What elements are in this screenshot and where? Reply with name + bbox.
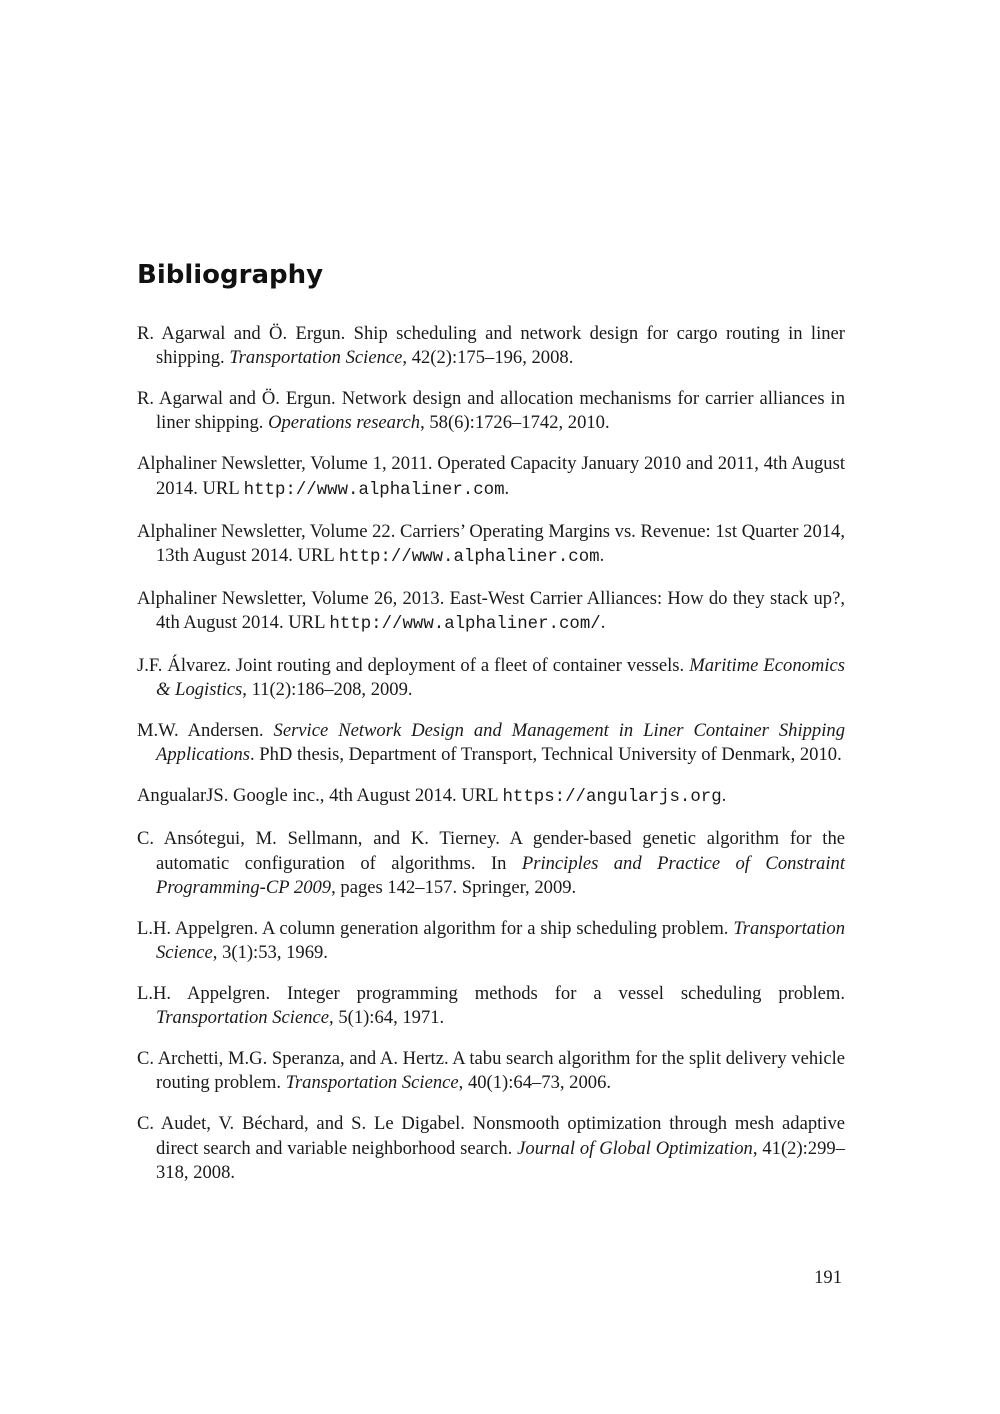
bib-venue: Maritime Economics & Logistics — [156, 654, 845, 701]
bib-authors: C. Audet, V. Béchard, and S. Le Digabel. — [137, 1113, 465, 1135]
bib-venue: Transportation Science — [285, 1072, 459, 1094]
bib-entry — [137, 1047, 845, 1096]
bib-venue: Transportation Science — [156, 1007, 330, 1029]
bib-entry — [137, 387, 845, 436]
bib-text: Alphaliner Newsletter, Volume 26, 2013. East-West Carrier Alliances: How do they stack up?, 4th August 2014. URL — [137, 587, 845, 634]
bib-authors: C. Archetti, M.G. Speranza, and A. Hertz. — [137, 1048, 449, 1070]
bib-authors: C. Ansótegui, M. Sellmann, and K. Tierney. — [137, 828, 500, 850]
bib-end: . — [504, 477, 510, 499]
bib-details: , 42(2):175–196, 2008. — [402, 347, 574, 369]
bib-entry — [137, 587, 845, 638]
bib-details: , 40(1):64–73, 2006. — [458, 1072, 612, 1094]
bib-authors: L.H. Appelgren. — [137, 982, 271, 1004]
bib-details: , 3(1):53, 1969. — [212, 941, 328, 963]
bib-details: , 11(2):186–208, 2009. — [242, 679, 413, 701]
bib-entry — [137, 322, 845, 371]
bib-authors: R. Agarwal and Ö. Ergun. — [137, 323, 346, 344]
bib-entry — [137, 719, 845, 768]
bib-title: Nonsmooth optimization through mesh adaptive direct search and variable neighborhood search. — [156, 1113, 846, 1159]
bib-details: , 5(1):64, 1971. — [329, 1007, 445, 1029]
bib-entry — [137, 827, 845, 900]
bib-text: Alphaliner Newsletter, Volume 1, 2011. Operated Capacity January 2010 and 2011, 4th August 2014. URL — [137, 453, 845, 499]
bib-venue: Transportation Science — [229, 347, 403, 369]
bib-venue: Journal of Global Optimization — [517, 1137, 753, 1159]
bib-title: A column generation algorithm for a ship scheduling problem. — [258, 917, 734, 939]
bib-entry — [137, 917, 845, 966]
bib-entry — [137, 452, 845, 503]
bib-details: . PhD thesis, Department of Transport, Technical University of Denmark, 2010. — [250, 744, 842, 766]
bib-text: Alphaliner Newsletter, Volume 22. Carriers’ Operating Margins vs. Revenue: 1st Quarter 2014, 13th August 2014. URL — [137, 520, 845, 566]
bib-title: Integer programming methods for a vessel scheduling problem. — [270, 982, 845, 1004]
bib-details: , 58(6):1726–1742, 2010. — [420, 412, 610, 434]
bib-venue: Transportation Science — [156, 917, 845, 963]
bib-title: Joint routing and deployment of a fleet of container vessels. — [230, 654, 690, 676]
bib-entry — [137, 654, 845, 703]
bib-url-link[interactable]: http://www.alphaliner.com/ — [329, 615, 601, 635]
bib-end: . — [721, 785, 727, 807]
bib-url-link[interactable]: https://angularjs.org — [502, 788, 722, 808]
bib-venue: Principles and Practice of Constraint Programming-CP 2009 — [156, 852, 845, 898]
bib-authors: R. Agarwal and Ö. Ergun. — [137, 388, 336, 410]
bib-text: AngualarJS. Google inc., 4th August 2014. URL — [137, 785, 503, 807]
page-number: 191 — [814, 1267, 842, 1288]
bib-authors: J.F. Álvarez. — [137, 654, 231, 676]
bib-authors: L.H. Appelgren. — [137, 917, 259, 939]
page-title: Bibliography — [137, 260, 324, 290]
bib-entry — [137, 784, 845, 810]
bib-title: Network design and allocation mechanisms for carrier alliances in liner shipping. — [156, 388, 846, 434]
bib-title: Ship scheduling and network design for cargo routing in liner shipping. — [156, 323, 845, 369]
bib-venue: Service Network Design and Management in Liner Container Shipping Applications — [156, 720, 845, 766]
bib-title: A gender-based genetic algorithm for the automatic configuration of algorithms. In — [156, 828, 845, 874]
bib-entry — [137, 982, 845, 1031]
bib-entry — [137, 1112, 845, 1185]
bib-venue: Operations research — [268, 412, 421, 434]
bib-entry — [137, 520, 845, 571]
bib-end: . — [599, 544, 605, 566]
bib-title: A tabu search algorithm for the split delivery vehicle routing problem. — [156, 1048, 845, 1094]
bib-end: . — [600, 612, 606, 634]
bib-authors: M.W. Andersen. — [137, 720, 264, 742]
bib-details: , pages 142–157. Springer, 2009. — [331, 876, 577, 898]
bib-details: , 41(2):299–318, 2008. — [156, 1137, 845, 1183]
bib-url-link[interactable]: http://www.alphaliner.com — [243, 480, 505, 500]
bib-url-link[interactable]: http://www.alphaliner.com — [338, 547, 600, 567]
bibliography-list — [137, 322, 845, 1202]
bib-pre — [264, 720, 274, 741]
